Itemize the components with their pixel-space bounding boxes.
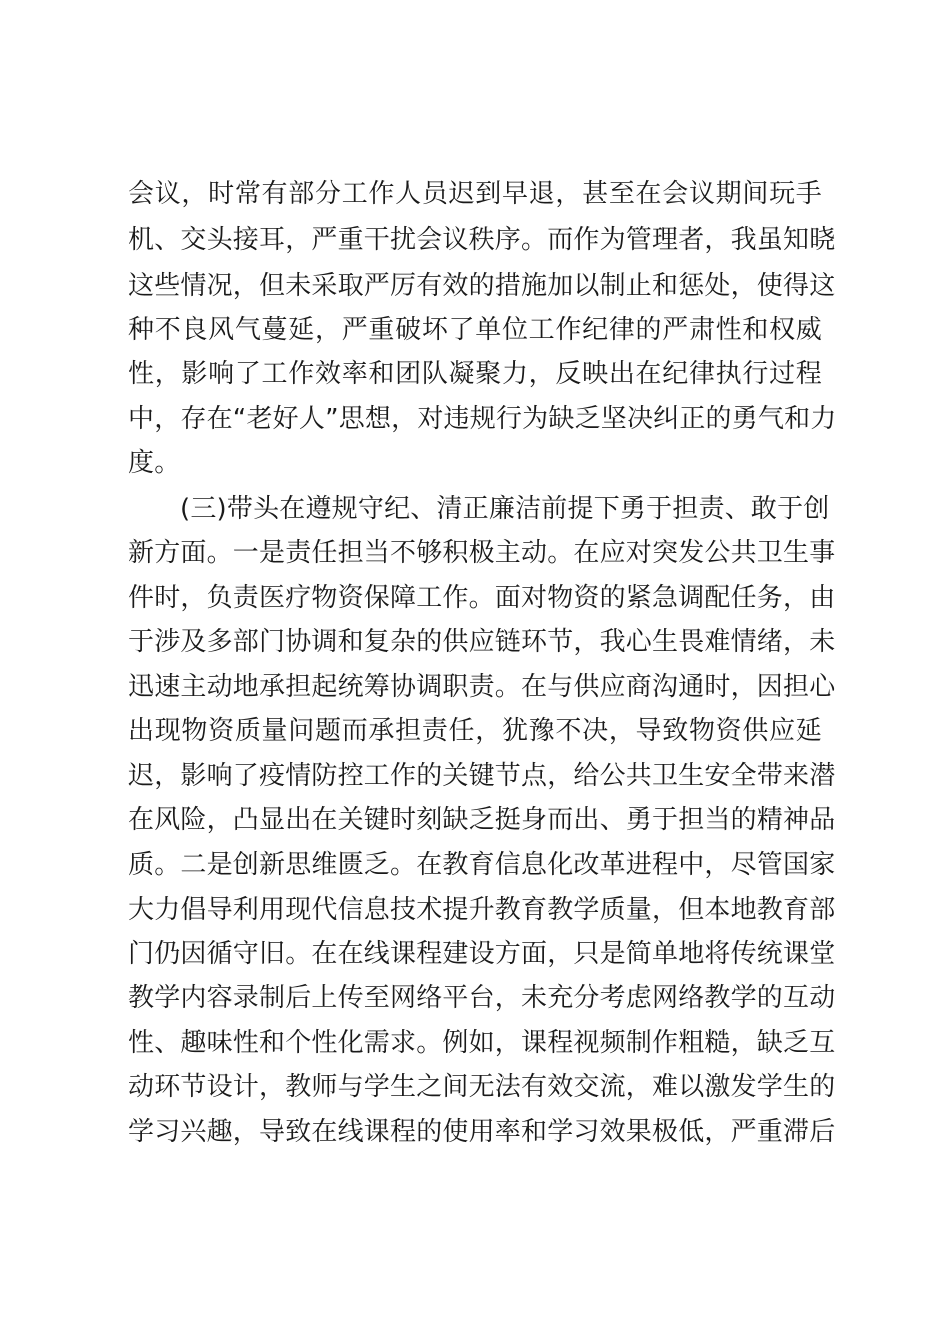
text-line: 于涉及多部门协调和复杂的供应链环节，我心生畏难情绪，未: [128, 627, 836, 657]
text-line: 性、趣味性和个性化需求。例如，课程视频制作粗糙，缺乏互: [128, 1028, 836, 1058]
text-line: 机、交头接耳，严重干扰会议秩序。而作为管理者，我虽知晓: [128, 225, 836, 255]
text-line: 大力倡导利用现代信息技术提升教育教学质量，但本地教育部: [128, 895, 836, 925]
section-heading-line: (三)带头在遵规守纪、清正廉洁前提下勇于担责、敢于创: [180, 494, 830, 524]
text-line: 这些情况，但未采取严厉有效的措施加以制止和惩处，使得这: [128, 271, 836, 301]
text-line: 质。二是创新思维匮乏。在教育信息化改革进程中，尽管国家: [128, 850, 836, 880]
text-line: 种不良风气蔓延，严重破坏了单位工作纪律的严肃性和权威: [128, 315, 822, 345]
text-line: 性，影响了工作效率和团队凝聚力，反映出在纪律执行过程: [128, 359, 822, 389]
text-line: 门仍因循守旧。在在线课程建设方面，只是简单地将传统课堂: [128, 939, 836, 969]
text-line: 动环节设计，教师与学生之间无法有效交流，难以激发学生的: [128, 1072, 836, 1102]
text-line: 中，存在“老好人”思想，对违规行为缺乏坚决纠正的勇气和力: [128, 404, 837, 434]
text-line: 新方面。一是责任担当不够积极主动。在应对突发公共卫生事: [128, 538, 836, 568]
text-line: 教学内容录制后上传至网络平台，未充分考虑网络教学的互动: [128, 983, 836, 1013]
text-line: 出现物资质量问题而承担责任，犹豫不决，导致物资供应延: [128, 716, 822, 746]
text-line: 迅速主动地承担起统筹协调职责。在与供应商沟通时，因担心: [128, 672, 836, 702]
text-line: 学习兴趣，导致在线课程的使用率和学习效果极低，严重滞后: [128, 1117, 836, 1147]
text-line: 件时，负责医疗物资保障工作。面对物资的紧急调配任务，由: [128, 583, 836, 613]
text-line: 迟，影响了疫情防控工作的关键节点，给公共卫生安全带来潜: [128, 761, 836, 791]
text-line: 在风险，凸显出在关键时刻缺乏挺身而出、勇于担当的精神品: [128, 805, 836, 835]
text-line: 会议，时常有部分工作人员迟到早退，甚至在会议期间玩手: [128, 179, 822, 209]
text-line: 度。: [128, 448, 181, 478]
